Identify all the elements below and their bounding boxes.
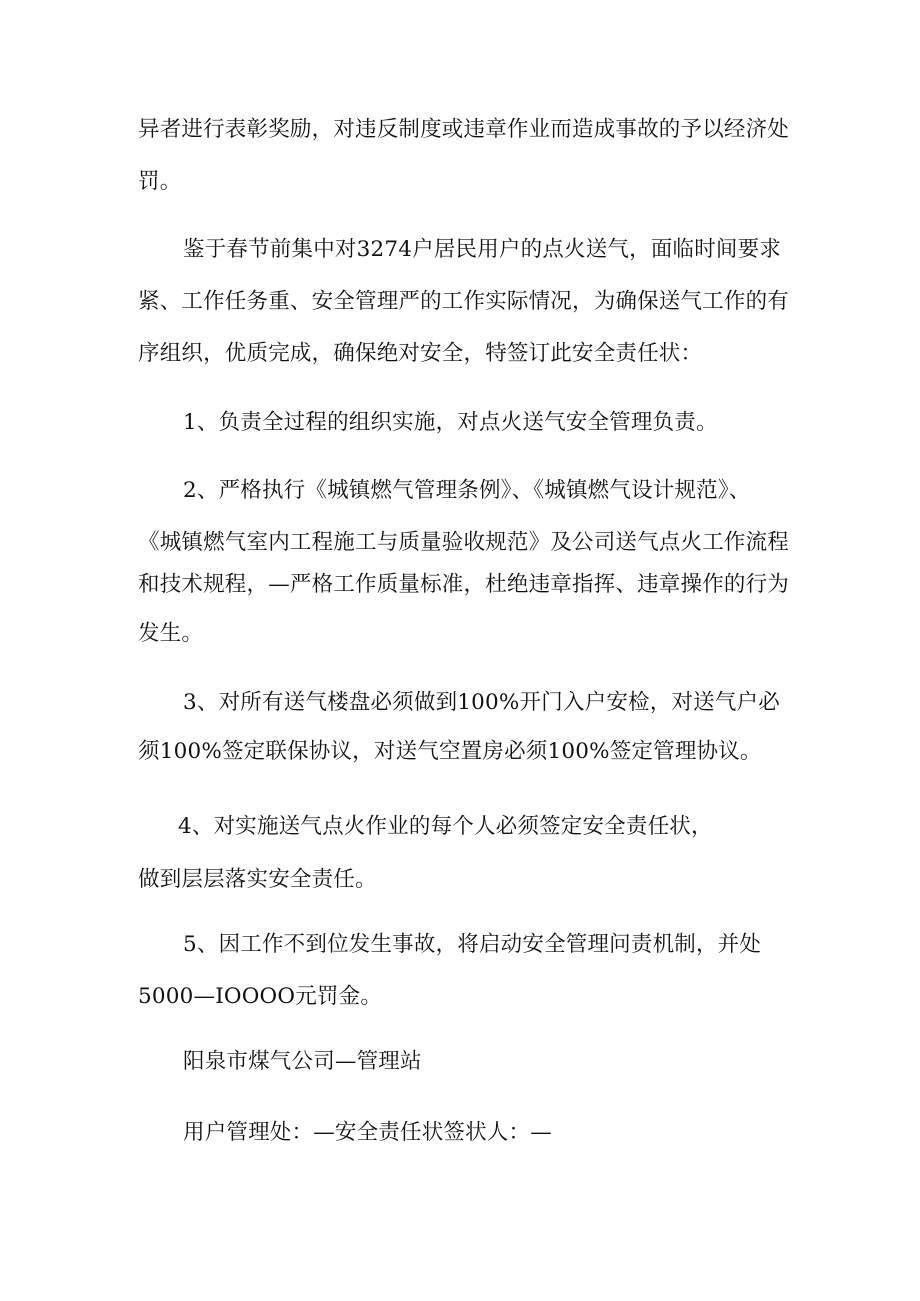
paragraph-line: 5000—IOOOO元罚金。 xyxy=(138,984,383,1009)
paragraph-line: 紧、工作任务重、安全管理严的工作实际情况，为确保送气工作的有 xyxy=(138,289,790,314)
list-item-1: 1、负责全过程的组织实施，对点火送气安全管理负责。 xyxy=(183,410,718,435)
paragraph-line: 须100%签定联保协议，对送气空置房必须100%签定管理协议。 xyxy=(138,739,762,764)
paragraph-line: 罚。 xyxy=(138,169,182,194)
paragraph-line: 发生。 xyxy=(138,621,204,646)
signer-line: 用户管理处：—安全责任状签状人：— xyxy=(183,1120,552,1145)
paragraph-line: 和技术规程，—严格工作质量标准，杜绝违章指挥、违章操作的行为 xyxy=(138,572,790,597)
list-item-5: 5、因工作不到位发生事故，将启动安全管理问责机制，并处 xyxy=(183,932,762,957)
paragraph-line: 《城镇燃气室内工程施工与质量验收规范》及公司送气点火工作流程 xyxy=(138,530,790,555)
list-item-3: 3、对所有送气楼盘必须做到100%开门入户安检，对送气户必 xyxy=(183,690,780,715)
paragraph-line: 异者进行表彰奖励，对违反制度或违章作业而造成事故的予以经济处 xyxy=(138,117,790,142)
paragraph-line: 鉴于春节前集中对3274户居民用户的点火送气，面临时间要求 xyxy=(183,237,782,262)
paragraph-line: 做到层层落实安全责任。 xyxy=(138,867,377,892)
list-item-2: 2、严格执行《城镇燃气管理条例》、《城镇燃气设计规范》、 xyxy=(183,478,751,503)
list-item-4: 4、对实施送气点火作业的每个人必须签定安全责任状， xyxy=(178,814,713,839)
paragraph-line: 序组织，优质完成，确保绝对安全，特签订此安全责任状： xyxy=(138,341,703,366)
company-name: 阳泉市煤气公司—管理站 xyxy=(183,1049,422,1074)
